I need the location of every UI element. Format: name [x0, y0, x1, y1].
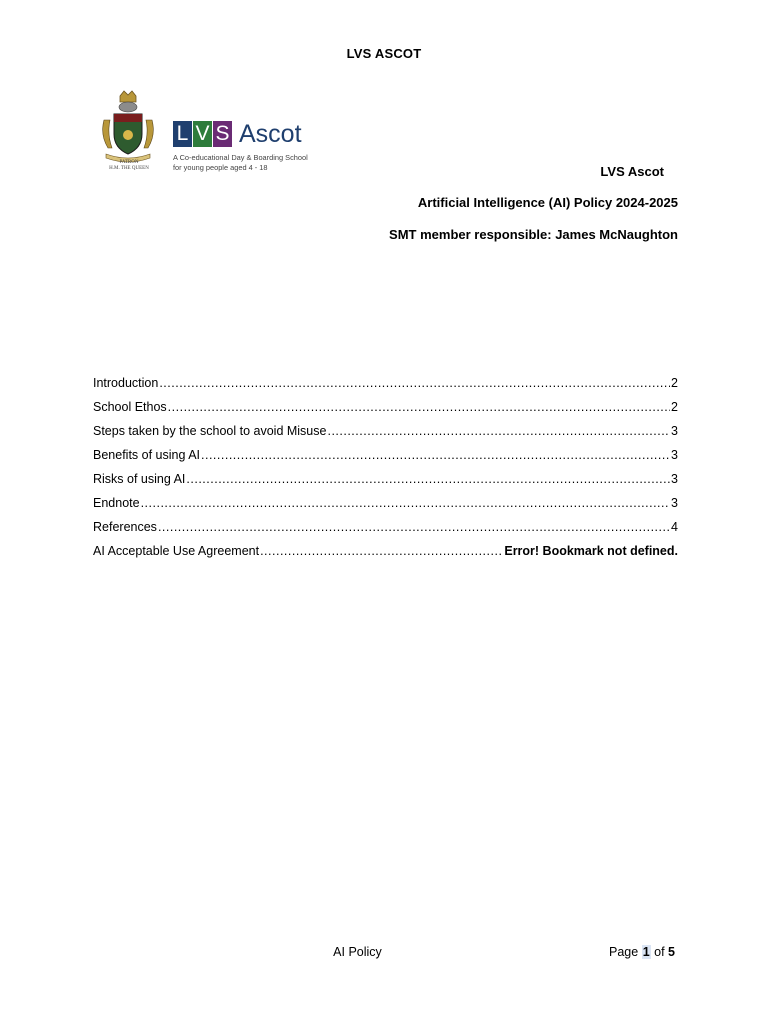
toc-page: 3	[671, 496, 678, 510]
brand-letter-l: L	[173, 121, 192, 147]
toc-entry-acceptable-use[interactable]	[93, 544, 678, 568]
page-counter	[609, 945, 675, 959]
toc-page: 3	[671, 424, 678, 438]
tagline-line-1: A Co-educational Day & Boarding School	[173, 153, 308, 162]
toc-entry-school-ethos[interactable]	[93, 400, 678, 424]
toc-label: Steps taken by the school to avoid Misuse	[93, 424, 327, 438]
total-pages: 5	[668, 945, 675, 959]
toc-page: 3	[671, 472, 678, 486]
toc-label: Risks of using AI	[93, 472, 186, 486]
page-word: Page	[609, 945, 639, 959]
tagline-line-2: for young people aged 4 - 18	[173, 163, 268, 172]
responsible-member: SMT member responsible: James McNaughton	[389, 227, 678, 242]
toc-leader	[168, 400, 670, 414]
policy-title: Artificial Intelligence (AI) Policy 2024-2025	[417, 195, 678, 210]
of-word: of	[654, 945, 665, 959]
toc-page: 2	[671, 400, 678, 414]
toc-entry-introduction[interactable]	[93, 376, 678, 400]
brand-letter-v: V	[193, 121, 212, 147]
toc-label: Introduction	[93, 376, 159, 390]
toc-leader	[327, 424, 670, 438]
patron-line-1: PATRON	[119, 160, 139, 165]
school-logo	[96, 90, 316, 180]
brand-letter-s: S	[213, 121, 232, 147]
table-of-contents	[93, 376, 678, 568]
toc-leader	[201, 448, 670, 462]
patron-line-2: H.M. THE QUEEN	[109, 166, 149, 171]
toc-page: 3	[671, 448, 678, 462]
toc-label: Endnote	[93, 496, 140, 510]
school-name: LVS Ascot	[600, 164, 664, 179]
toc-entry-benefits[interactable]	[93, 448, 678, 472]
toc-label: School Ethos	[93, 400, 167, 414]
brand-name: Ascot	[239, 120, 302, 148]
toc-leader	[141, 496, 670, 510]
toc-entry-risks[interactable]	[93, 472, 678, 496]
toc-leader	[260, 544, 503, 558]
toc-leader	[158, 520, 670, 534]
toc-label: Benefits of using AI	[93, 448, 201, 462]
patron-text	[96, 160, 162, 172]
footer-doc-name: AI Policy	[333, 945, 382, 959]
toc-leader	[186, 472, 670, 486]
page-header-title: LVS ASCOT	[346, 46, 422, 61]
toc-entry-steps-avoid-misuse[interactable]	[93, 424, 678, 448]
toc-page: 2	[671, 376, 678, 390]
brand-tagline	[173, 153, 308, 173]
toc-page-error: Error! Bookmark not defined.	[504, 544, 678, 558]
toc-entry-references[interactable]	[93, 520, 678, 544]
current-page-number: 1	[642, 945, 650, 959]
toc-label: References	[93, 520, 157, 534]
toc-label: AI Acceptable Use Agreement	[93, 544, 260, 558]
toc-entry-endnote[interactable]	[93, 496, 678, 520]
brand-wordmark	[173, 121, 302, 147]
toc-leader	[159, 376, 670, 390]
toc-page: 4	[671, 520, 678, 534]
